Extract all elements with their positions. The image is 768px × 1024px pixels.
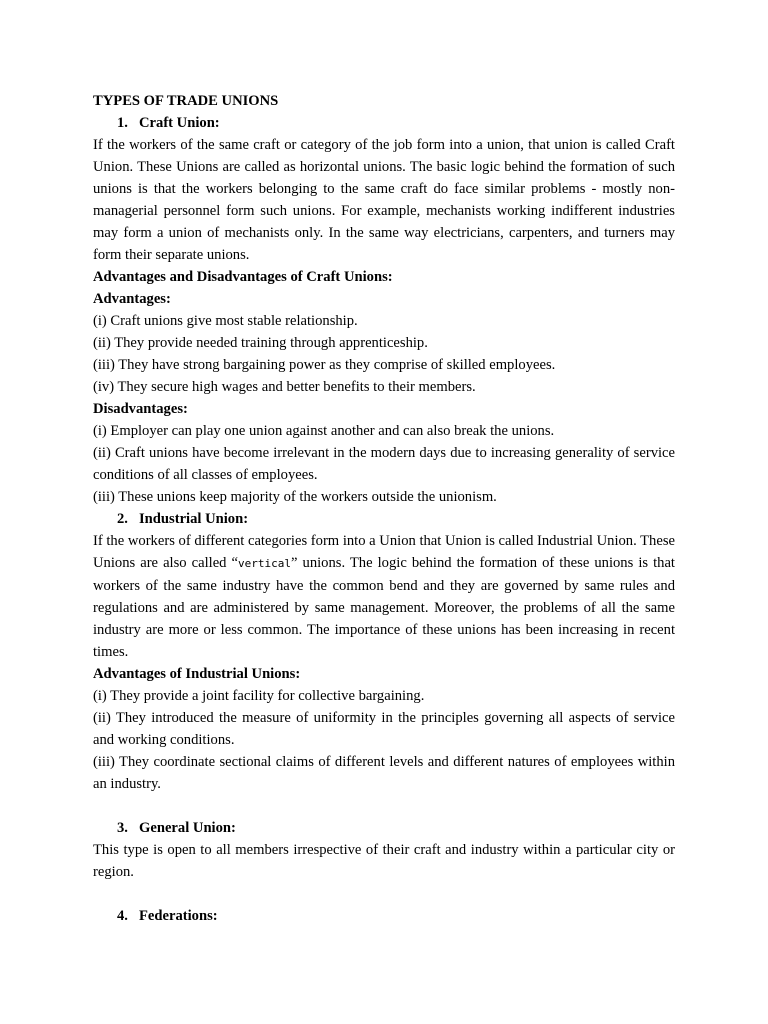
list-item: (ii) Craft unions have become irrelevant in the modern days due to increasing generality of service conditions of all classes of employees. xyxy=(93,445,675,483)
section-heading-text: General Union: xyxy=(139,820,236,836)
industrial-body-start: If the workers of different categories form into a Union that Union is called Industrial Union. These Unions are also called “ xyxy=(93,533,675,571)
document-page xyxy=(93,90,675,927)
craft-advantages-heading: Advantages: xyxy=(93,291,171,307)
list-item: (i) They provide a joint facility for collective bargaining. xyxy=(93,688,425,704)
section-heading-text: Industrial Union: xyxy=(139,511,249,527)
list-item: (iii) They have strong bargaining power as they comprise of skilled employees. xyxy=(93,357,556,373)
section-heading-text: Federations: xyxy=(139,908,218,924)
section-heading-general-union xyxy=(93,817,675,839)
list-item: (i) Employer can play one union against another and can also break the unions. xyxy=(93,423,555,439)
section-number: 1. xyxy=(117,115,128,131)
craft-disadvantages-heading: Disadvantages: xyxy=(93,401,188,417)
spacer xyxy=(93,795,675,817)
craft-adv-disadv-heading: Advantages and Disadvantages of Craft Unions: xyxy=(93,269,393,285)
list-item: (iii) They coordinate sectional claims of different levels and different natures of employees within an industry. xyxy=(93,754,675,792)
section-heading-text: Craft Union: xyxy=(139,115,220,131)
industrial-union-paragraph xyxy=(93,530,675,663)
document-title: TYPES OF TRADE UNIONS xyxy=(93,93,279,109)
vertical-word: vertical xyxy=(238,557,291,570)
section-number: 2. xyxy=(117,511,128,527)
general-union-paragraph: This type is open to all members irrespective of their craft and industry within a particular city or region. xyxy=(93,842,675,880)
section-heading-craft-union xyxy=(93,112,675,134)
section-heading-federations xyxy=(93,905,675,927)
craft-union-paragraph: If the workers of the same craft or category of the job form into a union, that union is called Craft Union. These Unions are called as horizontal unions. The basic logic behind the formation of such unions is that the workers belonging to the same craft do face similar problems - mostly non-managerial personnel form such unions. For example, mechanists working indifferent industries may form a union of mechanists only. In the same way electricians, carpenters, and turners may form their separate unions. xyxy=(93,137,675,263)
list-item: (ii) They introduced the measure of uniformity in the principles governing all aspects of service and working conditions. xyxy=(93,710,675,748)
list-item: (i) Craft unions give most stable relationship. xyxy=(93,313,358,329)
section-number: 4. xyxy=(117,908,128,924)
industrial-advantages-heading: Advantages of Industrial Unions: xyxy=(93,666,301,682)
industrial-body-end: ” unions. The logic behind the formation of these unions is that workers of the same industry have the common bend and they are governed by same rules and regulations and are administered by same management. Moreover, the problems of all the same industry are more or less common. The importance of these unions has been increasing in recent times. xyxy=(93,555,675,660)
list-item: (ii) They provide needed training through apprenticeship. xyxy=(93,335,428,351)
list-item: (iii) These unions keep majority of the workers outside the unionism. xyxy=(93,489,497,505)
spacer xyxy=(93,883,675,905)
section-number: 3. xyxy=(117,820,128,836)
section-heading-industrial-union xyxy=(93,508,675,530)
list-item: (iv) They secure high wages and better benefits to their members. xyxy=(93,379,476,395)
